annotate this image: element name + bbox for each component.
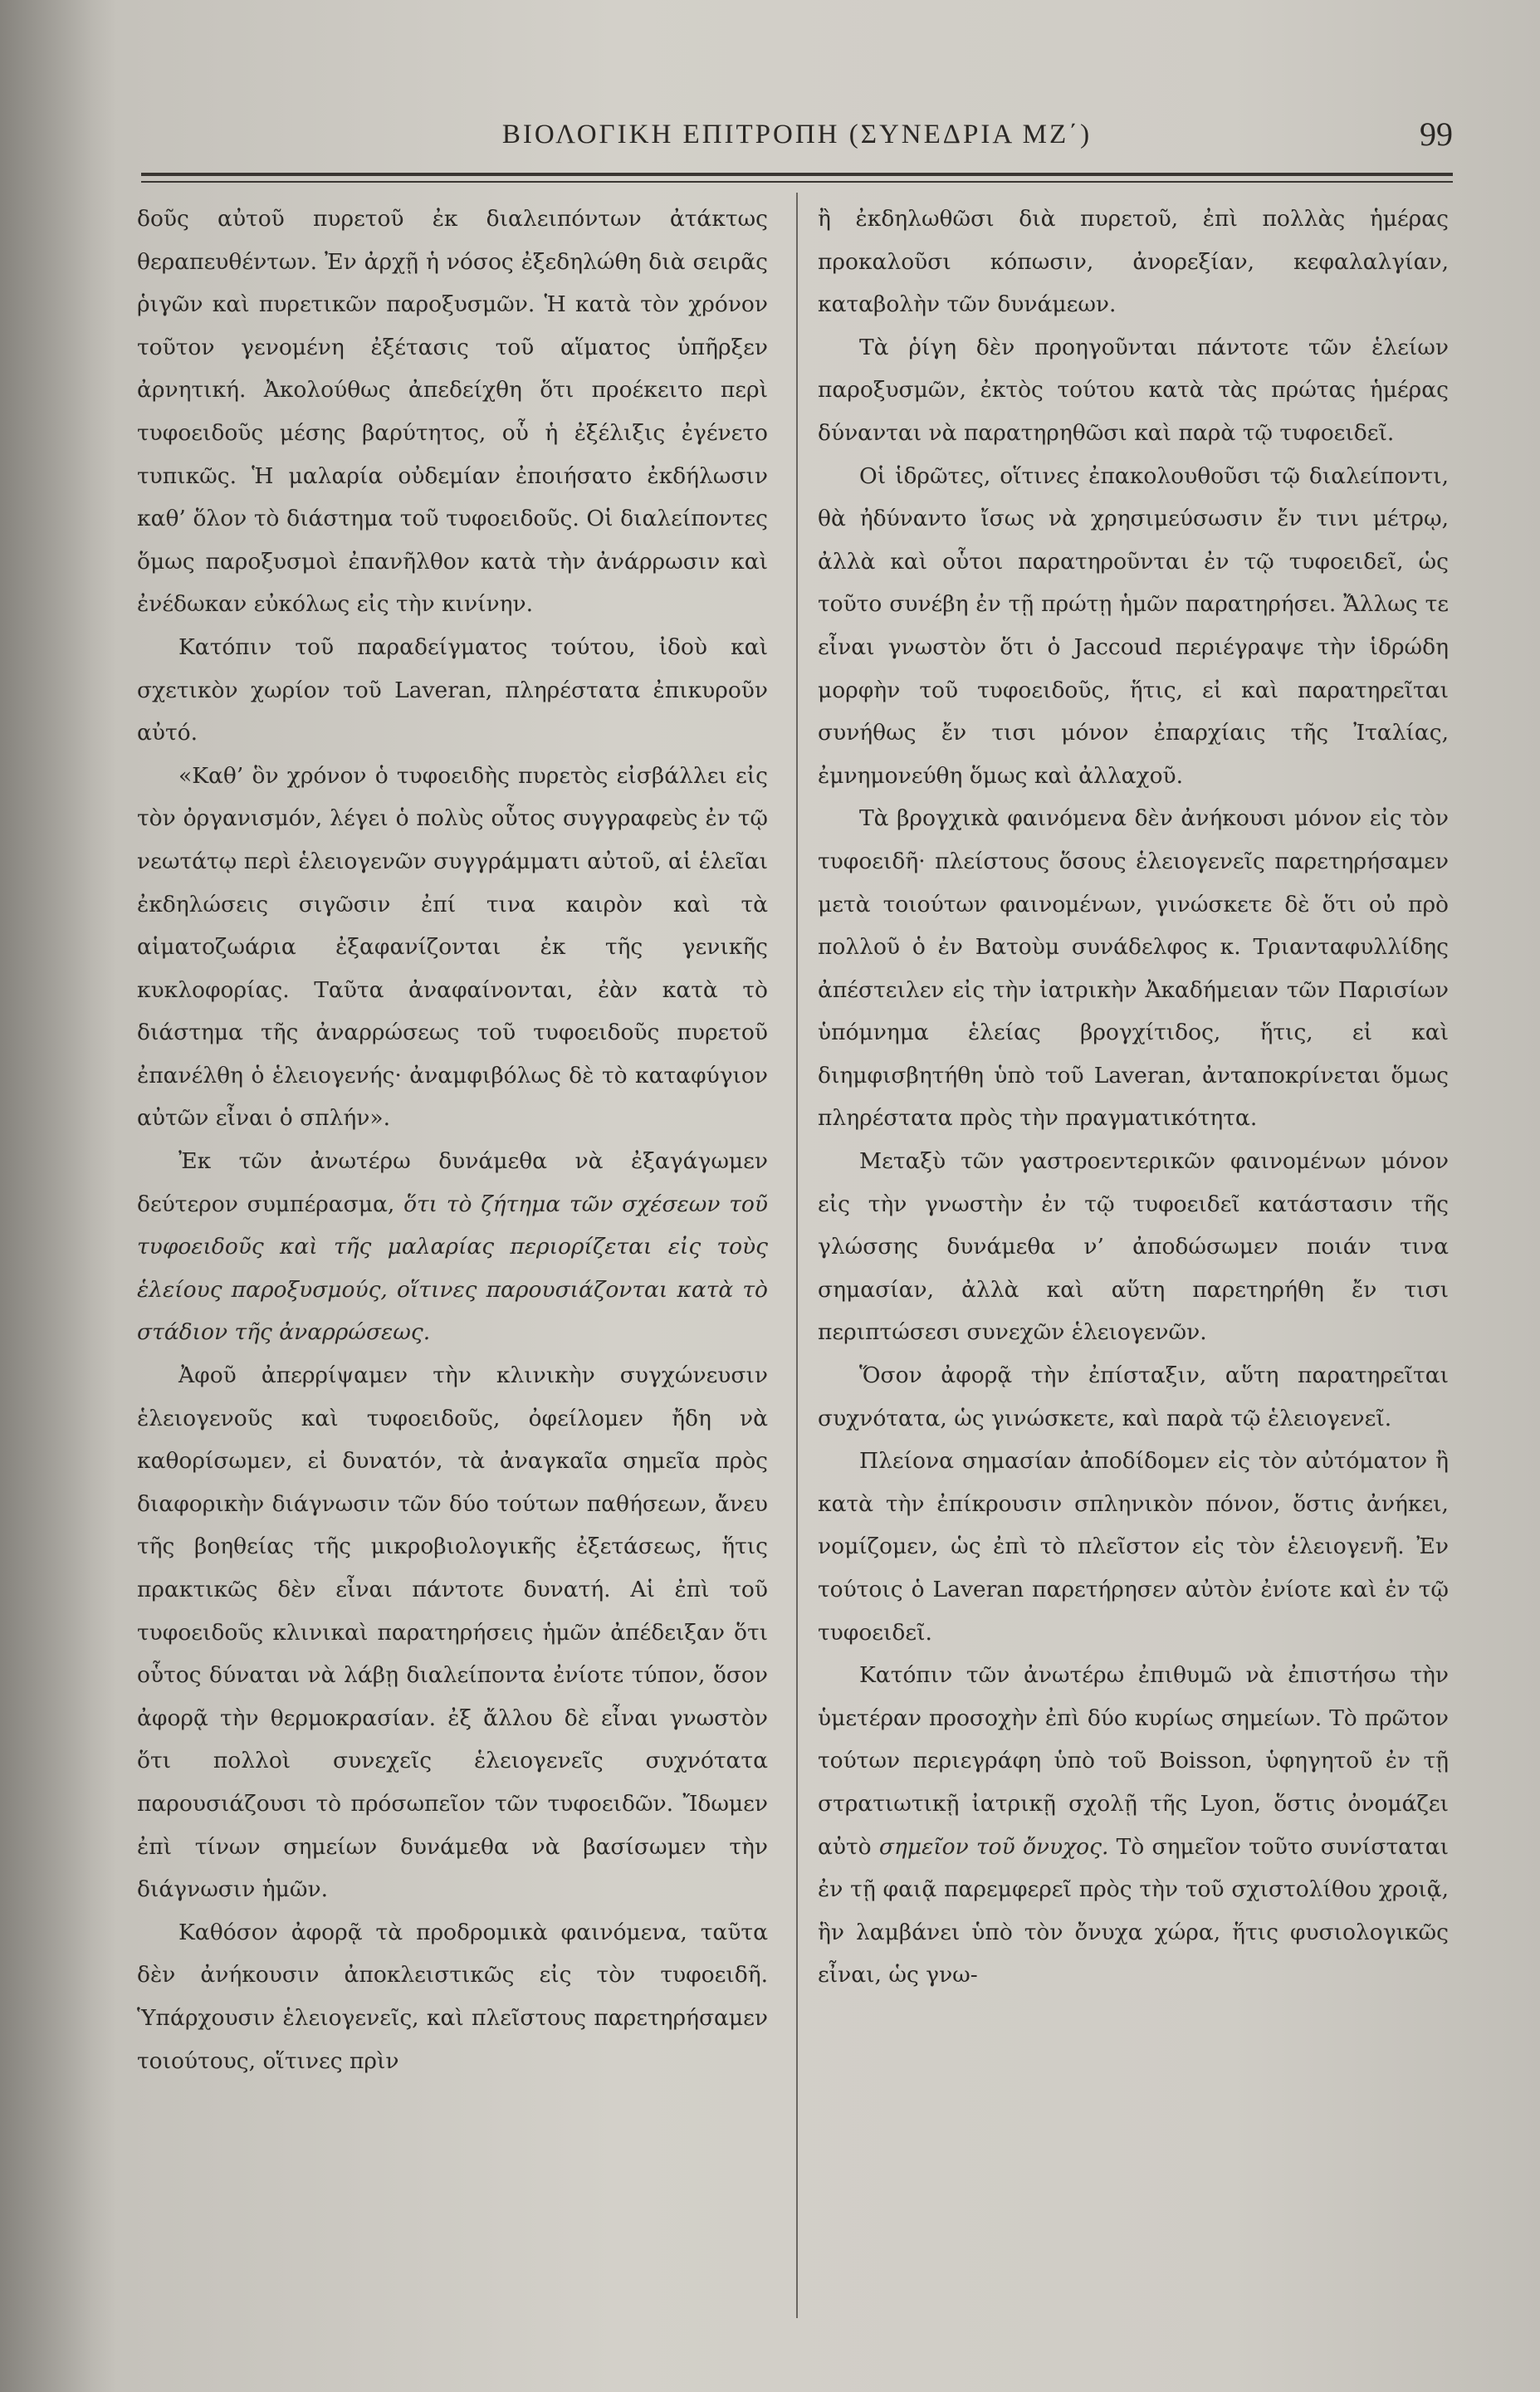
- right-paragraph-8-tail: Τὸ σημεῖον τοῦτο συνίσταται ἐν τῇ φαιᾷ παρεμφερεῖ πρὸς τὴν τοῦ σχιστολίθου χροιᾷ, ἣν λαμβάνει ὑπὸ τὸν ὄνυχα χώρα, ἥτις φυσιολογικῶς εἶναι, ὡς γνω-: [818, 1833, 1449, 1988]
- binding-shadow: [0, 0, 116, 2392]
- column-divider: [796, 193, 798, 2318]
- right-paragraph-8: [818, 1654, 1449, 1997]
- right-paragraph-8-italic: σημεῖον τοῦ ὄνυχος.: [878, 1833, 1109, 1860]
- right-paragraph-1: ἢ ἐκδηλωθῶσι διὰ πυρετοῦ, ἐπὶ πολλὰς ἡμέρας προκαλοῦσι κόπωσιν, ἀνορεξίαν, κεφαλαλγίαν, καταβολὴν τῶν δυνάμεων.: [818, 206, 1449, 318]
- page-number: 99: [1420, 115, 1453, 153]
- left-paragraph-4-italic: ὅτι τὸ ζήτημα τῶν σχέσεων τοῦ τυφοειδοῦς καὶ τῆς μαλαρίας περιορίζεται εἰς τοὺς ἑλείους παροξυσμούς, οἵτινες παρουσιάζονται κατὰ τὸ στάδιον τῆς ἀναρρώσεως.: [137, 1191, 768, 1346]
- right-paragraph-6: Ὅσον ἀφορᾷ τὴν ἐπίσταξιν, αὕτη παρατηρεῖται συχνότατα, ὡς γινώσκετε, καὶ παρὰ τῷ ἑλειογενεῖ.: [818, 1362, 1449, 1431]
- header-rule-thin: [141, 181, 1453, 183]
- right-paragraph-3: Οἱ ἱδρῶτες, οἵτινες ἐπακολουθοῦσι τῷ διαλείποντι, θὰ ἠδύναντο ἴσως νὰ χρησιμεύσωσιν ἔν τινι μέτρῳ, ἀλλὰ καὶ οὗτοι παρατηροῦνται ἐν τῷ τυφοειδεῖ, ὡς τοῦτο συνέβη ἐν τῇ πρώτῃ ἡμῶν παρατηρήσει. Ἄλλως τε εἶναι γνωστὸν ὅτι ὁ Jaccoud περιέγραψε τὴν ἱδρώδη μορφὴν τοῦ τυφοειδοῦς, ἥτις, εἰ καὶ παρατηρεῖται συνήθως ἔν τισι μόνον ἐπαρχίαις τῆς Ἰταλίας, ἐμνημονεύθη ὅμως καὶ ἀλλαχοῦ.: [818, 462, 1449, 789]
- left-paragraph-4: [137, 1140, 768, 1354]
- right-column: [818, 198, 1449, 2323]
- header-rule-thick: [141, 173, 1453, 176]
- left-paragraph-2: Κατόπιν τοῦ παραδείγματος τούτου, ἰδοὺ καὶ σχετικὸν χωρίον τοῦ Laveran, πληρέστατα ἐπικυροῦν αὐτό.: [137, 633, 768, 746]
- right-paragraph-5: Μεταξὺ τῶν γαστροεντερικῶν φαινομένων μόνον εἰς τὴν γνωστὴν ἐν τῷ τυφοειδεῖ κατάστασιν τῆς γλώσσης δυνάμεθα ν’ ἀποδώσωμεν ποιάν τινα σημασίαν, ἀλλὰ καὶ αὕτη παρετηρήθη ἔν τισι περιπτώσεσι συνεχῶν ἑλειογενῶν.: [818, 1148, 1449, 1346]
- running-head: ΒΙΟΛΟΓΙΚΗ ΕΠΙΤΡΟΠΗ (ΣΥΝΕΔΡΙΑ ΜΖ΄): [501, 120, 1093, 149]
- right-paragraph-8-lead: Κατόπιν τῶν ἀνωτέρω ἐπιθυμῶ νὰ ἐπιστήσω τὴν ὑμετέραν προσοχὴν ἐπὶ δύο κυρίως σημείων. Τὸ πρῶτον τούτων περιεγράφη ὑπὸ τοῦ Boisson, ὑφηγητοῦ ἐν τῇ στρατιωτικῇ ἰατρικῇ σχολῇ τῆς Lyon, ὅστις ὀνομάζει αὐτὸ: [818, 1662, 1449, 1860]
- left-paragraph-1: δοῦς αὐτοῦ πυρετοῦ ἐκ διαλειπόντων ἀτάκτως θεραπευθέντων. Ἐν ἀρχῇ ἡ νόσος ἐξεδηλώθη διὰ σειρᾶς ῥιγῶν καὶ πυρετικῶν παροξυσμῶν. Ἡ κατὰ τὸν χρόνον τοῦτον γενομένη ἐξέτασις τοῦ αἵματος ὑπῆρξεν ἀρνητική. Ἀκολούθως ἀπεδείχθη ὅτι προέκειτο περὶ τυφοειδοῦς μέσης βαρύτητος, οὗ ἡ ἐξέλιξις ἐγένετο τυπικῶς. Ἡ μαλαρία οὐδεμίαν ἐποιήσατο ἐκδήλωσιν καθ’ ὅλον τὸ διάστημα τοῦ τυφοειδοῦς. Οἱ διαλείποντες ὅμως παροξυσμοὶ ἐπανῆλθον κατὰ τὴν ἀνάρρωσιν καὶ ἐνέδωκαν εὐκόλως εἰς τὴν κινίνην.: [137, 206, 768, 618]
- page-header: [141, 116, 1453, 166]
- left-paragraph-5: Ἀφοῦ ἀπερρίψαμεν τὴν κλινικὴν συγχώνευσιν ἑλειογενοῦς καὶ τυφοειδοῦς, ὀφείλομεν ἤδη νὰ καθορίσωμεν, εἰ δυνατόν, τὰ ἀναγκαῖα σημεῖα πρὸς διαφορικὴν διάγνωσιν τῶν δύο τούτων παθήσεων, ἄνευ τῆς βοηθείας τῆς μικροβιολογικῆς ἐξετάσεως, ἥτις πρακτικῶς δὲν εἶναι πάντοτε δυνατή. Αἱ ἐπὶ τοῦ τυφοειδοῦς κλινικαὶ παρατηρήσεις ἡμῶν ἀπέδειξαν ὅτι οὗτος δύναται νὰ λάβῃ διαλείποντα ἐνίοτε τύπον, ὅσον ἀφορᾷ τὴν θερμοκρασίαν. ἐξ ἄλλου δὲ εἶναι γνωστὸν ὅτι πολλοὶ συνεχεῖς ἑλειογενεῖς συχνότατα παρουσιάζουσι τὸ πρόσωπεῖον τῶν τυφοειδῶν. Ἴδωμεν ἐπὶ τίνων σημείων δυνάμεθα νὰ βασίσωμεν τὴν διάγνωσιν ἡμῶν.: [137, 1362, 768, 1903]
- left-paragraph-6: Καθόσον ἀφορᾷ τὰ προδρομικὰ φαινόμενα, ταῦτα δὲν ἀνήκουσιν ἀποκλειστικῶς εἰς τὸν τυφοειδῆ. Ὑπάρχουσιν ἑλειογενεῖς, καὶ πλεῖστους παρετηρήσαμεν τοιούτους, οἵτινες πρὶν: [137, 1919, 768, 2074]
- right-paragraph-2: Τὰ ῥίγη δὲν προηγοῦνται πάντοτε τῶν ἑλείων παροξυσμῶν, ἐκτὸς τούτου κατὰ τὰς πρώτας ἡμέρας δύνανται νὰ παρατηρηθῶσι καὶ παρὰ τῷ τυφοειδεῖ.: [818, 334, 1449, 446]
- right-paragraph-4: Τὰ βρογχικὰ φαινόμενα δὲν ἀνήκουσι μόνον εἰς τὸν τυφοειδῆ· πλείστους ὅσους ἑλειογενεῖς παρετηρήσαμεν μετὰ τοιούτων φαινομένων, γινώσκετε δὲ ὅτι οὐ πρὸ πολλοῦ ὁ ἐν Βατοὺμ συνάδελφος κ. Τριανταφυλλίδης ἀπέστειλεν εἰς τὴν ἰατρικὴν Ἀκαδήμειαν τῶν Παρισίων ὑπόμνημα ἑλείας βρογχίτιδος, ἥτις, εἰ καὶ διημφισβητήθη ὑπὸ τοῦ Laveran, ἀνταποκρίνεται ὅμως πληρέστατα πρὸς τὴν πραγματικότητα.: [818, 805, 1449, 1132]
- left-column: [137, 198, 768, 2323]
- left-paragraph-4-lead: Ἐκ τῶν ἀνωτέρω δυνάμεθα νὰ ἐξαγάγωμεν δεύτερον συμπέρασμα,: [137, 1148, 768, 1217]
- right-paragraph-7: Πλείονα σημασίαν ἀποδίδομεν εἰς τὸν αὐτόματον ἢ κατὰ τὴν ἐπίκρουσιν σπληνικὸν πόνον, ὅστις ἀνήκει, νομίζομεν, ὡς ἐπὶ τὸ πλεῖστον εἰς τὸν ἑλειογενῆ. Ἐν τούτοις ὁ Laveran παρετήρησεν αὐτὸν ἐνίοτε καὶ ἐν τῷ τυφοειδεῖ.: [818, 1448, 1449, 1646]
- left-paragraph-3: «Καθ’ ὃν χρόνον ὁ τυφοειδὴς πυρετὸς εἰσβάλλει εἰς τὸν ὀργανισμόν, λέγει ὁ πολὺς οὗτος συγγραφεὺς ἐν τῷ νεωτάτῳ περὶ ἑλειογενῶν συγγράμματι αὐτοῦ, αἱ ἑλεῖαι ἐκδηλώσεις σιγῶσιν ἐπί τινα καιρὸν καὶ τὰ αἱματοζωάρια ἐξαφανίζονται ἐκ τῆς γενικῆς κυκλοφορίας. Ταῦτα ἀναφαίνονται, ἐὰν κατὰ τὸ διάστημα τῆς ἀναρρώσεως τοῦ τυφοειδοῦς πυρετοῦ ἐπανέλθη ὁ ἑλειογενής· ἀναμφιβόλως δὲ τὸ καταφύγιον αὐτῶν εἶναι ὁ σπλήν».: [137, 762, 768, 1132]
